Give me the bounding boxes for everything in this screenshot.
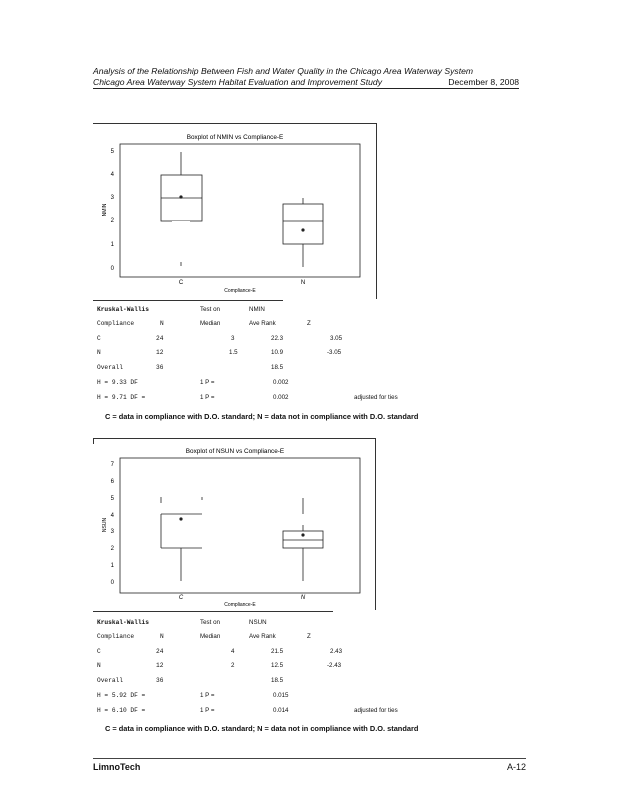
row-avrank: 18.5: [271, 364, 284, 371]
xtick-n: N: [300, 595, 306, 601]
ytick: 7: [110, 462, 114, 468]
row-label: C: [97, 648, 101, 655]
ytick: 3: [110, 529, 114, 535]
test-on: Test on: [200, 306, 220, 313]
h-stat: H = 5.92 DF =: [97, 692, 146, 699]
plot2-right-rule: [375, 438, 376, 610]
row-avrank: 18.5: [271, 677, 284, 684]
col-z: Z: [307, 320, 311, 327]
col-avrank: Ave Rank: [249, 320, 276, 327]
ytick: 6: [110, 479, 114, 485]
col-n: N: [160, 320, 164, 327]
row-n: 24: [156, 648, 164, 655]
row-n: 36: [156, 677, 164, 684]
mean-marker: [179, 195, 182, 198]
row-n: 36: [156, 364, 164, 371]
row-z: 2.43: [330, 648, 343, 655]
header-rule-right: [446, 88, 519, 89]
row-z: -2.43: [327, 662, 342, 669]
plot2-bottom-rule: [93, 611, 333, 612]
p-label: 1 P =: [200, 379, 215, 386]
page-number: A-12: [506, 762, 526, 772]
ytick: 4: [110, 172, 114, 178]
report-date: December 8, 2008: [448, 77, 519, 87]
col-median: Median: [200, 320, 221, 327]
p-label: 1 P =: [200, 707, 215, 714]
ytick: 0: [110, 266, 114, 272]
boxplot-nmin: [95, 128, 375, 296]
xtick-c: C: [178, 595, 184, 601]
plot1-bottom-rule: [93, 300, 283, 301]
row-label: N: [97, 662, 101, 669]
row-label: Overall: [97, 364, 123, 371]
col-compliance: Compliance: [97, 633, 135, 640]
h-stat: H = 9.33 DF: [97, 379, 138, 386]
footer-org: LimnoTech: [93, 762, 141, 772]
p-value: 0.014: [273, 707, 289, 714]
plot1-axes: [120, 144, 360, 277]
p-label: 1 P =: [200, 394, 215, 401]
ties-note: adjusted for ties: [354, 394, 398, 401]
plot2-axes: [120, 458, 360, 593]
p-value: 0.002: [273, 379, 289, 386]
row-median: 3: [231, 335, 235, 342]
plot1-xlabel: Compliance-E: [224, 288, 256, 294]
caption-2: C = data in compliance with D.O. standard; N = data not in compliance with D.O. standard: [105, 724, 419, 733]
plot1-yticks: [111, 149, 115, 272]
test-variable: NSUN: [249, 619, 267, 626]
row-n: 12: [156, 349, 164, 356]
box-c: [161, 152, 202, 266]
row-avrank: 12.5: [271, 662, 284, 669]
row-label: C: [97, 335, 101, 342]
row-z: 3.05: [330, 335, 343, 342]
xtick-n: N: [300, 280, 306, 286]
row-z: -3.05: [327, 349, 342, 356]
row-median: 2: [231, 662, 235, 669]
ties-note: adjusted for ties: [354, 707, 398, 714]
p-value: 0.015: [273, 692, 289, 699]
row-label: Overall: [97, 677, 123, 684]
plot2-xlabel: Compliance-E: [224, 602, 256, 608]
col-z: Z: [307, 633, 311, 640]
xtick-c: C: [178, 280, 184, 286]
plot1-title: Boxplot of NMIN vs Compliance-E: [186, 134, 284, 141]
ytick: 1: [110, 563, 114, 569]
report-title: Analysis of the Relationship Between Fish and Water Quality in the Chicago Area Waterway System: [93, 66, 474, 76]
col-median: Median: [200, 633, 221, 640]
ytick: 0: [110, 580, 114, 586]
row-avrank: 10.9: [271, 349, 284, 356]
p-label: 1 P =: [200, 692, 215, 699]
row-avrank: 21.5: [271, 648, 284, 655]
plot2-ylabel: NSUN: [102, 517, 108, 533]
box-n: [283, 198, 323, 267]
row-n: 24: [156, 335, 164, 342]
ytick: 3: [110, 195, 114, 201]
box-c: [161, 497, 202, 581]
plot2-top-rule: [93, 438, 376, 439]
plot1-ylabel: NMIN: [102, 203, 108, 217]
col-avrank: Ave Rank: [249, 633, 276, 640]
ytick: 5: [110, 149, 114, 155]
row-median: 1.5: [229, 349, 238, 356]
mean-marker: [301, 228, 304, 231]
plot2-yticks: [111, 462, 115, 586]
plot2-title: Boxplot of NSUN vs Compliance-E: [185, 448, 285, 455]
ytick: 2: [110, 546, 114, 552]
ytick: 2: [110, 218, 114, 224]
row-n: 12: [156, 662, 164, 669]
report-subtitle: Chicago Area Waterway System Habitat Evaluation and Improvement Study: [93, 77, 382, 87]
plot2-left-tick: [93, 438, 94, 444]
ytick: 4: [110, 513, 114, 519]
row-median: 4: [231, 648, 235, 655]
h-stat-adjusted: H = 6.10 DF =: [97, 707, 146, 714]
stats-table-1: [97, 306, 527, 406]
test-title: Kruskal-Wallis: [97, 619, 149, 626]
col-n: N: [160, 633, 164, 640]
test-title: Kruskal-Wallis: [97, 306, 149, 313]
row-label: N: [97, 349, 101, 356]
p-value: 0.002: [273, 394, 289, 401]
caption-1: C = data in compliance with D.O. standard; N = data not in compliance with D.O. standard: [105, 412, 419, 421]
ytick: 1: [110, 242, 114, 248]
row-avrank: 22.3: [271, 335, 284, 342]
stats-table-2: [97, 619, 527, 719]
mean-marker: [301, 533, 304, 536]
mean-marker: [179, 517, 182, 520]
box-n: [283, 498, 323, 581]
test-on: Test on: [200, 619, 220, 626]
test-variable: NMIN: [249, 306, 265, 313]
ytick: 5: [110, 496, 114, 502]
col-compliance: Compliance: [97, 320, 135, 327]
h-stat-adjusted: H = 9.71 DF =: [97, 394, 146, 401]
footer-rule: [93, 758, 526, 759]
boxplot-nsun: [95, 443, 375, 611]
